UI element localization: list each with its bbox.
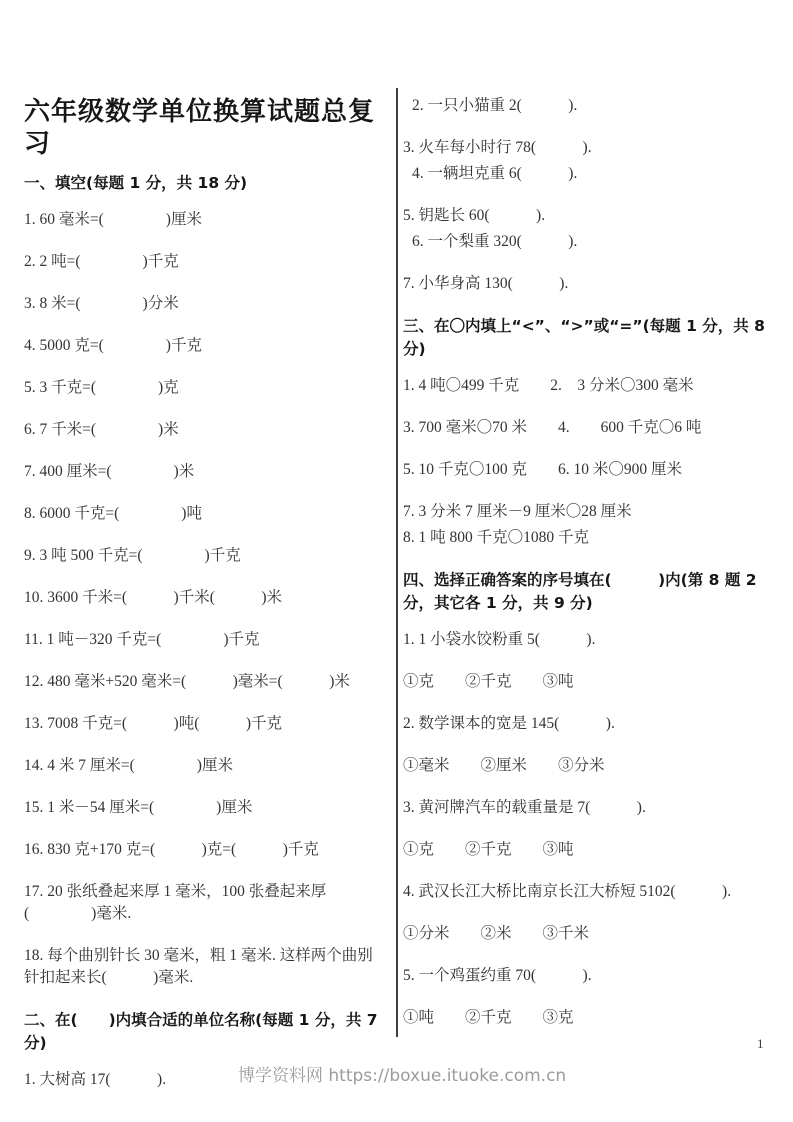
s1-question-9: 9. 3 吨 500 千克=( )千克 [24,547,241,564]
s2-question-3: 3. 火车每小时行 78( ). [403,139,592,156]
section3-heading: 三、在〇内填上“<”、“>”或“=”(每题 1 分，共 8 分) [403,317,765,358]
s1-question-8: 8. 6000 千克=( )吨 [24,505,202,522]
s1-question-14: 14. 4 米 7 厘米=( )厘米 [24,757,233,774]
section4-heading: 四、选择正确答案的序号填在( )内(第 8 题 2 分，其它各 1 分，共 9 分) [403,571,757,612]
s1-question-13: 13. 7008 千克=( )吨( )千克 [24,715,283,732]
s1-question-5: 5. 3 千克=( )克 [24,379,179,396]
s1-question-12: 12. 480 毫米+520 毫米=( )毫米=( )米 [24,673,350,690]
section1-heading: 一、填空(每题 1 分，共 18 分) [24,174,248,192]
s1-question-16: 16. 830 克+170 克=( )克=( )千克 [24,841,319,858]
s1-question-4: 4. 5000 克=( )千克 [24,337,202,354]
column-divider [396,88,398,1037]
section2-heading: 二、在( )内填合适的单位名称(每题 1 分，共 7 分) [24,1011,378,1052]
s2-question-2: 2. 一只小猫重 2( ). [412,97,578,114]
s3-row-5: 8. 1 吨 800 千克〇1080 千克 [403,529,590,546]
s4-options-5: ①吨 ②千克 ③克 [403,1009,574,1026]
s1-question-3: 3. 8 米=( )分米 [24,295,179,312]
s3-row-2: 3. 700 毫米〇70 米 4. 600 千克〇6 吨 [403,419,702,436]
s4-question-3: 3. 黄河牌汽车的载重量是 7( ). [403,799,646,816]
left-column [24,88,386,1111]
page-number: 1 [757,1036,764,1051]
s2-question-5: 5. 钥匙长 60( ). [403,207,546,224]
s4-question-4: 4. 武汉长江大桥比南京长江大桥短 5102( ). [403,883,732,900]
s1-question-17: 17. 20 张纸叠起来厚 1 毫米，100 张叠起来厚( )毫米. [24,883,327,922]
s4-options-1: ①克 ②千克 ③吨 [403,673,574,690]
s4-options-3: ①克 ②千克 ③吨 [403,841,574,858]
s1-question-7: 7. 400 厘米=( )米 [24,463,195,480]
s2-question-6: 6. 一个梨重 320( ). [412,233,578,250]
s3-row-4: 7. 3 分米 7 厘米－9 厘米〇28 厘米 [403,503,632,520]
s4-options-2: ①毫米 ②厘米 ③分米 [403,757,605,774]
s4-question-5: 5. 一个鸡蛋约重 70( ). [403,967,592,984]
s1-question-15: 15. 1 米－54 厘米=( )厘米 [24,799,253,816]
s4-question-1: 1. 1 小袋水饺粉重 5( ). [403,631,596,648]
s1-question-11: 11. 1 吨－320 千克=( )千克 [24,631,260,648]
s3-row-3: 5. 10 千克〇100 克 6. 10 米〇900 厘米 [403,461,683,478]
s2-question-4: 4. 一辆坦克重 6( ). [412,165,578,182]
s1-question-2: 2. 2 吨=( )千克 [24,253,179,270]
s4-question-2: 2. 数学课本的宽是 145( ). [403,715,615,732]
s4-options-4: ①分米 ②米 ③千米 [403,925,590,942]
s1-question-10: 10. 3600 千米=( )千米( )米 [24,589,283,606]
page-title: 六年级数学单位换算试题总复习 [24,97,376,159]
s1-question-18: 18. 每个曲别针长 30 毫米，粗 1 毫米. 这样两个曲别针扣起来长( )毫米. [24,947,373,986]
s3-row-1: 1. 4 吨〇499 千克 2. 3 分米〇300 毫米 [403,377,694,394]
s2-question-1: 1. 大树高 17( ). [24,1071,167,1088]
s2-question-7: 7. 小华身高 130( ). [403,275,569,292]
s1-question-6: 6. 7 千米=( )米 [24,421,179,438]
s1-question-1: 1. 60 毫米=( )厘米 [24,211,202,228]
right-column [403,88,783,1049]
footer-watermark: 博学资料网 https://boxue.ituoke.com.cn [238,1066,567,1086]
